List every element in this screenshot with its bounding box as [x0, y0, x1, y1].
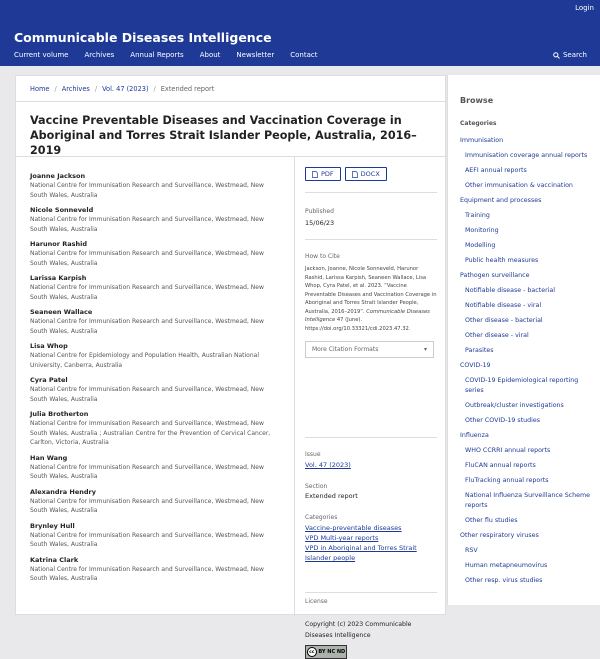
published-date: 15/06/23	[305, 219, 335, 227]
citation-journal: Communicable Diseases Intelligence	[305, 308, 430, 323]
author-affiliation: National Centre for Immunisation Research and Surveillance, Westmead, New South Wales, Australia	[30, 284, 264, 301]
author-name: Han Wang	[30, 453, 68, 462]
author-affiliation: National Centre for Epidemiology and Population Health, Australian National University, Canberra, Australia	[30, 352, 259, 369]
author-affiliation: National Centre for Immunisation Research and Surveillance, Westmead, New South Wales, Australia	[30, 386, 264, 403]
sidebar-category-item[interactable]: Other resp. virus studies	[465, 577, 543, 584]
breadcrumb-separator: /	[54, 85, 57, 93]
author-name: Harunor Rashid	[30, 240, 87, 248]
sidebar-category-item[interactable]: Other respiratory viruses	[460, 532, 539, 539]
column-divider	[294, 156, 295, 616]
license-section	[305, 592, 437, 659]
sidebar-category-item[interactable]: National Influenza Surveillance Scheme reports	[465, 492, 591, 509]
sidebar-category-item[interactable]: WHO CCRRI annual reports	[465, 447, 551, 454]
issue-link[interactable]: Vol. 47 (2023)	[305, 461, 351, 469]
document-icon	[312, 171, 318, 178]
sidebar-category-item[interactable]: FluTracking annual reports	[465, 477, 549, 484]
cc-badge-text: BY NC ND	[318, 649, 346, 655]
nav-archives[interactable]: Archives	[84, 51, 115, 59]
author-name: Joanne Jackson	[30, 172, 86, 180]
author-affiliation: National Centre for Immunisation Research and Surveillance, Westmead, New South Wales, Australia	[30, 216, 264, 233]
sidebar-category-item[interactable]: Public health measures	[465, 257, 539, 264]
breadcrumb-current: Extended report	[160, 85, 215, 93]
citation-text	[305, 265, 437, 333]
divider	[16, 156, 445, 157]
author-entry	[30, 342, 275, 370]
sidebar-category-item[interactable]: Other flu studies	[465, 517, 518, 524]
search-label: Search	[562, 51, 587, 59]
sidebar-category-item[interactable]: Influenza	[460, 432, 489, 439]
citation-tail: 47 (June). https://doi.org/10.33321/cdi.2023.47.32.	[305, 317, 411, 332]
author-name: Julia Brotherton	[30, 410, 89, 418]
categories-label: Categories	[305, 514, 338, 521]
cc-license-badge[interactable]	[305, 645, 347, 659]
sidebar-category-item[interactable]: COVID-19 Epidemiological reporting series	[465, 377, 579, 394]
citation-formats-label: More Citation Formats	[312, 346, 379, 353]
login-link[interactable]: Login	[575, 4, 594, 12]
cc-icon: cc	[307, 647, 317, 657]
site-title[interactable]: Communicable Diseases Intelligence	[14, 30, 272, 45]
sidebar-category-item[interactable]: Immunisation coverage annual reports	[465, 152, 588, 159]
sidebar-category-item[interactable]: Pathogen surveillance	[460, 272, 530, 279]
breadcrumb-archives[interactable]: Archives	[61, 85, 90, 93]
author-list	[30, 172, 275, 590]
author-affiliation: National Centre for Immunisation Research and Surveillance, Westmead, New South Wales, Australia	[30, 250, 264, 267]
search-icon	[553, 52, 560, 59]
author-affiliation: National Centre for Immunisation Research and Surveillance, Westmead, New South Wales, Australia	[30, 318, 264, 335]
sidebar-category-item[interactable]: Human metapneumovirus	[465, 562, 548, 569]
pdf-label: PDF	[321, 170, 334, 178]
license-text: Copyright (c) 2023 Communicable Diseases Intelligence	[305, 621, 412, 639]
sidebar-category-item[interactable]: Notifiable disease - viral	[465, 302, 542, 309]
category-link[interactable]: VPD in Aboriginal and Torres Strait Islander people	[305, 544, 417, 562]
sidebar-category-item[interactable]: Training	[465, 212, 490, 219]
author-entry	[30, 488, 275, 516]
sidebar-category-item[interactable]: COVID-19	[460, 362, 491, 369]
author-affiliation: National Centre for Immunisation Research and Surveillance, Westmead, New South Wales, Australia	[30, 565, 264, 582]
citation-body: Jackson, Joanne, Nicole Sonneveld, Harunor Rashid, Larissa Karpish, Seaneen Wallace, Lisa Whop, Cyra Patel, et al. 2023. “Vaccine Preventable Diseases and Vaccination Coverage in Aboriginal and Torres Strait Islander People, Australia, 2016–2019”.	[305, 266, 437, 315]
sidebar-category-item[interactable]: Parasites	[465, 347, 494, 354]
sidebar-category-item[interactable]: Immunisation	[460, 137, 504, 144]
author-name: Alexandra Hendry	[30, 487, 96, 496]
author-affiliation: National Centre for Immunisation Research and Surveillance, Westmead, New South Wales, Australia ; Australian Centre for the Prevention of Cervical Cancer, Carlton, Victoria, Australia	[30, 420, 271, 446]
author-entry	[30, 454, 275, 482]
author-name: Seaneen Wallace	[30, 308, 93, 316]
sidebar-category-item[interactable]: Equipment and processes	[460, 197, 542, 204]
author-name: Nicole Sonneveld	[30, 206, 94, 214]
section-label: Section	[305, 483, 328, 490]
main-nav	[14, 51, 334, 59]
author-affiliation: National Centre for Immunisation Research and Surveillance, Westmead, New South Wales, Australia	[30, 182, 264, 199]
author-entry	[30, 240, 275, 268]
pdf-download-button[interactable]	[305, 167, 341, 181]
nav-about[interactable]: About	[199, 51, 221, 59]
breadcrumb-separator: /	[153, 85, 156, 93]
nav-contact[interactable]: Contact	[290, 51, 318, 59]
author-entry	[30, 410, 275, 448]
author-entry	[30, 274, 275, 302]
docx-label: DOCX	[360, 170, 380, 178]
author-affiliation: National Centre for Immunisation Research and Surveillance, Westmead, New South Wales, Australia	[30, 497, 264, 514]
sidebar-category-item[interactable]: Monitoring	[465, 227, 499, 234]
author-affiliation: National Centre for Immunisation Research and Surveillance, Westmead, New South Wales, Australia	[30, 531, 264, 548]
author-name: Lisa Whop	[30, 342, 68, 350]
how-to-cite-label: How to Cite	[305, 253, 340, 260]
category-links	[305, 523, 437, 563]
category-tree	[460, 136, 595, 591]
site-header	[0, 0, 600, 66]
issue-label: Issue	[305, 451, 321, 458]
docx-download-button[interactable]	[345, 167, 387, 181]
sidebar-category-item[interactable]: Other disease - viral	[465, 332, 529, 339]
issue-section	[305, 437, 437, 563]
galley-links	[305, 167, 437, 181]
article-panel	[15, 75, 446, 655]
author-name: Cyra Patel	[30, 376, 68, 384]
published-label: Published	[305, 208, 334, 215]
author-name: Katrina Clark	[30, 555, 79, 564]
sidebar-categories-label: Categories	[460, 120, 497, 127]
author-entry	[30, 522, 275, 550]
category-link[interactable]: Vaccine-preventable diseases	[305, 524, 402, 532]
author-entry	[30, 376, 275, 404]
document-icon	[352, 171, 358, 178]
author-name: Brynley Hull	[30, 521, 75, 530]
author-entry	[30, 308, 275, 336]
author-entry	[30, 206, 275, 234]
author-name: Larissa Karpish	[30, 274, 87, 282]
author-entry	[30, 556, 275, 584]
breadcrumb-volume[interactable]: Vol. 47 (2023)	[102, 85, 149, 93]
browse-title: Browse	[460, 96, 494, 105]
sidebar-category-item[interactable]: Other disease - bacterial	[465, 317, 543, 324]
nav-current-volume[interactable]: Current volume	[14, 51, 69, 59]
sidebar-category-item[interactable]: Other COVID-19 studies	[465, 417, 541, 424]
breadcrumb-separator: /	[94, 85, 98, 93]
nav-annual-reports[interactable]: Annual Reports	[130, 51, 184, 59]
how-to-cite-section	[305, 239, 437, 358]
sidebar-category-item[interactable]: Modelling	[465, 242, 496, 249]
citation-formats-dropdown[interactable]	[305, 341, 434, 358]
published-section	[305, 192, 437, 228]
author-affiliation: National Centre for Immunisation Research and Surveillance, Westmead, New South Wales, Australia	[30, 463, 264, 480]
author-entry	[30, 172, 275, 200]
divider	[16, 101, 445, 102]
sidebar	[447, 75, 600, 605]
section-value: Extended report	[305, 492, 358, 500]
nav-newsletter[interactable]: Newsletter	[236, 51, 275, 59]
category-link[interactable]: VPD Multi-year reports	[305, 534, 379, 542]
chevron-down-icon: ▾	[423, 346, 427, 353]
license-label: License	[305, 598, 328, 605]
sidebar-category-item[interactable]: Outbreak/cluster investigations	[465, 402, 564, 409]
sidebar-category-item[interactable]: Other immunisation & vaccination	[465, 182, 573, 189]
breadcrumb	[30, 85, 214, 93]
search-link[interactable]	[553, 51, 587, 59]
breadcrumb-home[interactable]: Home	[30, 85, 50, 93]
sidebar-category-item[interactable]: AEFI annual reports	[465, 167, 527, 174]
sidebar-category-item[interactable]: Notifiable disease - bacterial	[465, 287, 556, 294]
article-details	[305, 167, 437, 655]
sidebar-category-item[interactable]: RSV	[465, 547, 478, 554]
sidebar-category-item[interactable]: FluCAN annual reports	[465, 462, 536, 469]
article-title: Vaccine Preventable Diseases and Vaccination Coverage in Aboriginal and Torres Strait Islander People, Australia, 2016–2019	[30, 114, 417, 157]
